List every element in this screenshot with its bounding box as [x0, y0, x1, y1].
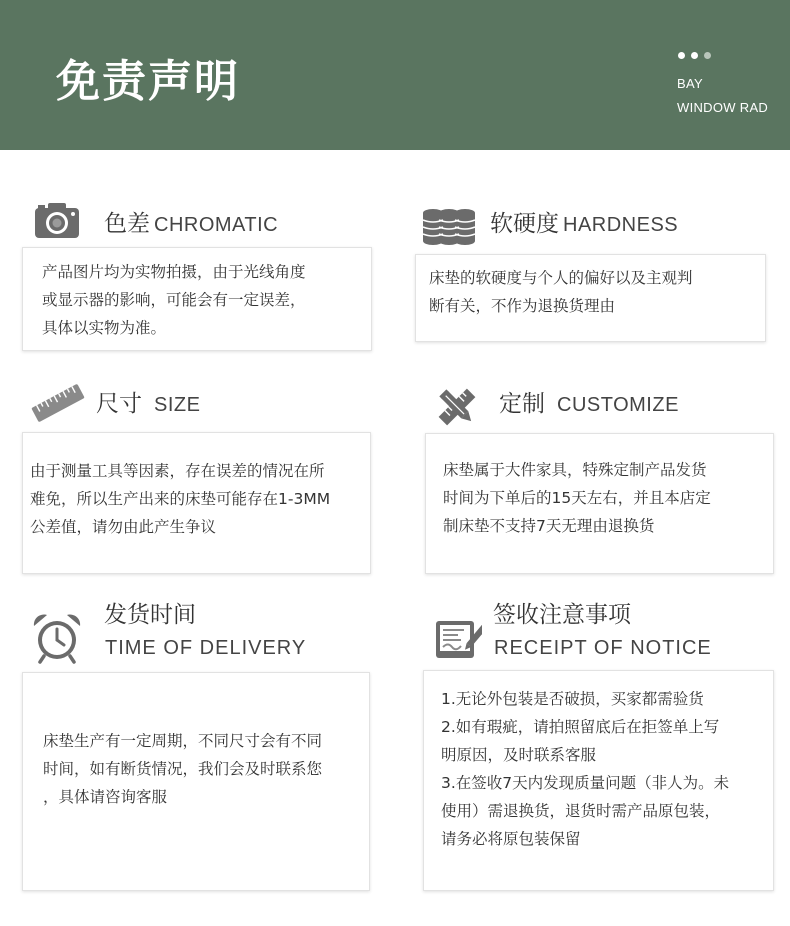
section-text-delivery: 床垫生产有一定周期，不同尺寸会有不同 时间，如有断货情况，我们会及时联系您 ，具体请咨询客服	[43, 732, 323, 806]
section-title-hardness	[490, 209, 678, 240]
section-text-chromatic: 产品图片均为实物拍摄，由于光线角度 或显示器的影响，可能会有一定误差， 具体以实物为准。	[42, 263, 306, 337]
content-box-receipt	[423, 670, 774, 891]
section-title-en: SIZE	[154, 394, 201, 416]
banner-subtitle-line1: BAY	[677, 76, 703, 91]
section-title-en: CHROMATIC	[154, 214, 279, 236]
section-text-hardness: 床垫的软硬度与个人的偏好以及主观判 断有关，不作为退换货理由	[429, 269, 693, 315]
content-box-hardness	[415, 254, 766, 342]
content-box-chromatic	[22, 247, 372, 351]
section-title-customize	[499, 389, 679, 420]
section-title-size	[96, 389, 200, 420]
ruler-icon	[29, 380, 87, 426]
section-text-customize: 床垫属于大件家具，特殊定制产品发货 时间为下单后的15天左右，并且本店定 制床垫不支持7天无理由退换货	[443, 461, 711, 535]
page-title: 免责声明	[56, 56, 240, 107]
coin-stack-icon	[421, 207, 477, 247]
section-title-en: HARDNESS	[563, 214, 679, 236]
section-title-chromatic	[104, 209, 278, 240]
section-title-en: CUSTOMIZE	[557, 394, 679, 416]
section-title-cn: 定制	[499, 391, 545, 417]
section-title-cn: 色差	[104, 211, 150, 237]
banner-subtitle-line2: WINDOW RAD	[677, 100, 769, 115]
section-title-cn: 软硬度	[490, 211, 559, 237]
header-banner	[0, 0, 790, 150]
content-box-delivery	[22, 672, 370, 891]
section-title-en-receipt: RECEIPT OF NOTICE	[494, 637, 712, 659]
banner-subtitle	[677, 72, 787, 120]
section-text-receipt: 1.无论外包装是否破损，买家都需验货 2.如有瑕疵，请拍照留底后在拒签单上写 明原因，及时联系客服 3.在签收7天内发现质量问题（非人为。未 使用）需退换货，退货时需产品原包装， 请务必将原包装保留	[441, 690, 730, 848]
section-title-cn: 尺寸	[96, 391, 142, 417]
section-title-en-delivery: TIME OF DELIVERY	[105, 637, 307, 659]
camera-icon	[33, 200, 81, 240]
section-title-cn-receipt: 签收注意事项	[493, 602, 631, 628]
signature-tablet-icon	[434, 619, 482, 661]
pencil-ruler-icon	[436, 386, 478, 428]
section-text-size: 由于测量工具等因素，存在误差的情况在所 难免，所以生产出来的床垫可能存在1-3MM 公差值，请勿由此产生争议	[30, 462, 331, 536]
content-box-size	[22, 432, 371, 574]
section-title-cn-delivery: 发货时间	[104, 602, 196, 628]
decorative-dots	[678, 52, 711, 59]
alarm-clock-icon	[31, 612, 83, 664]
content-box-customize	[425, 433, 774, 574]
